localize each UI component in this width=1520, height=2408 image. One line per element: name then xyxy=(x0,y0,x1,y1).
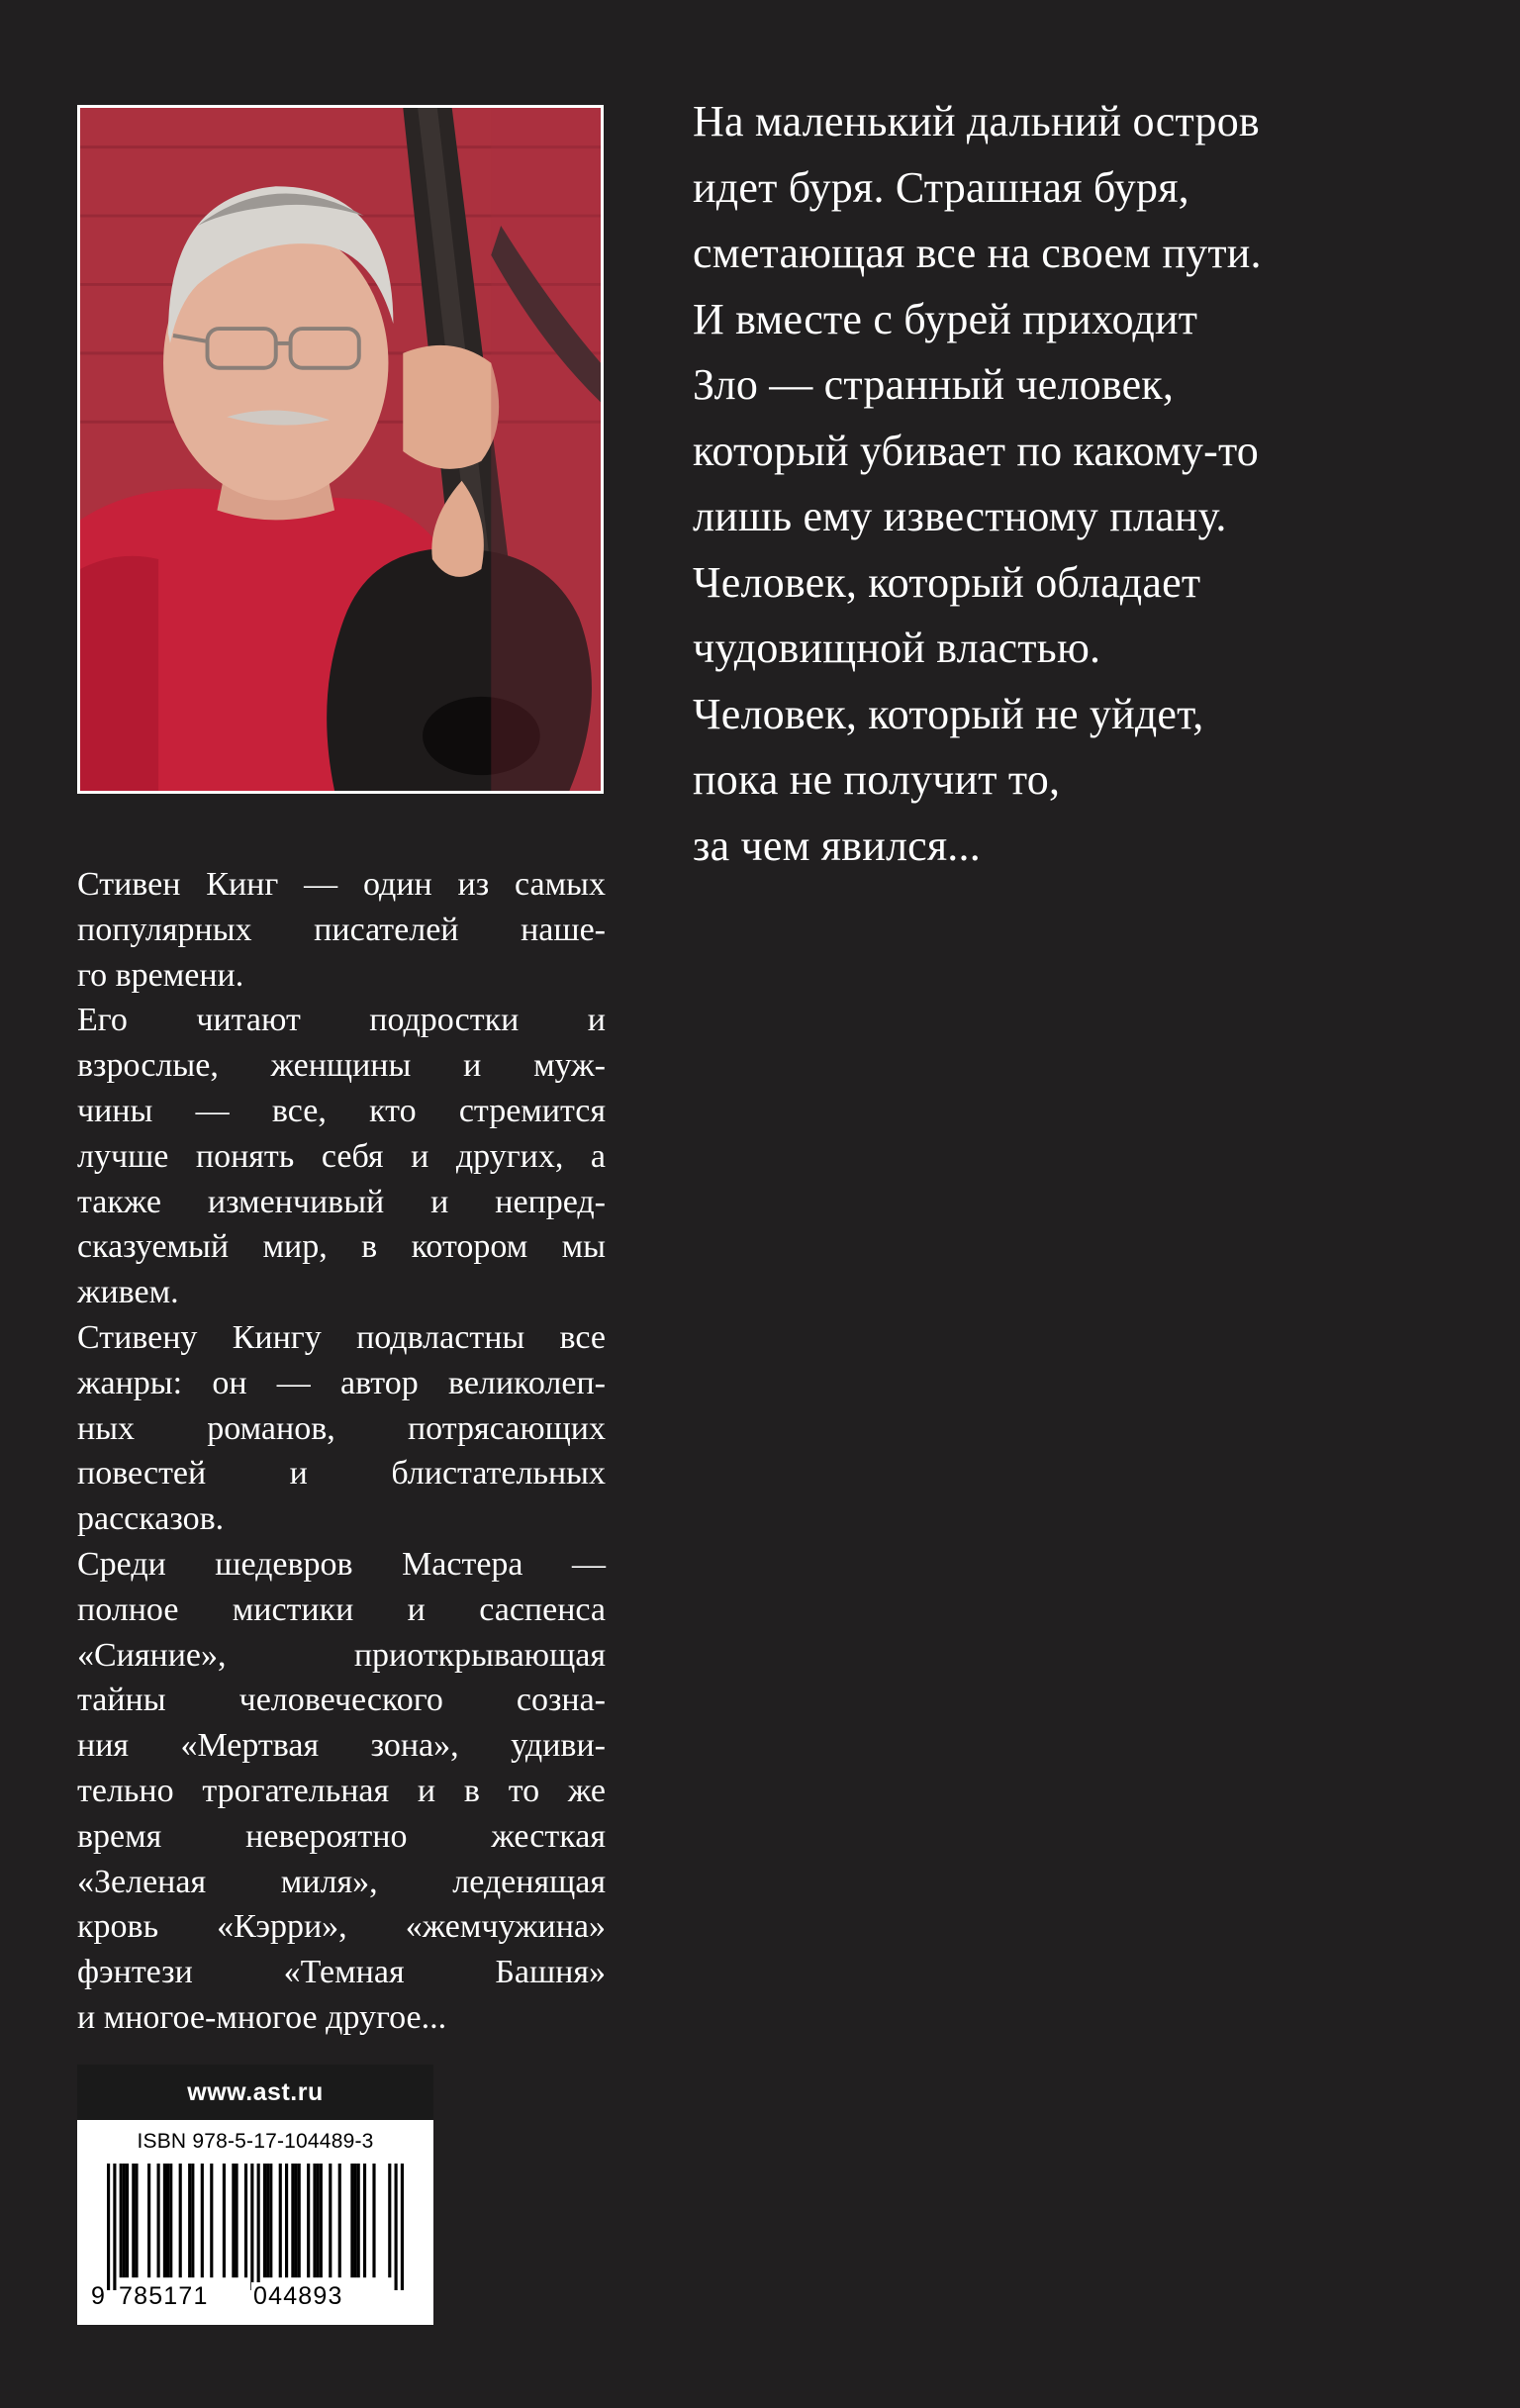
barcode-bar xyxy=(298,2164,301,2277)
website-url: www.ast.ru xyxy=(77,2065,433,2120)
author-photo xyxy=(77,105,604,794)
bio-line: ных романов, потрясающих xyxy=(77,1409,606,1447)
author-photo-image xyxy=(80,108,601,791)
bio-line: жанры: он — автор великолеп- xyxy=(77,1364,606,1401)
bio-line: сказуемый мир, в котором мы xyxy=(77,1228,606,1266)
ean-group-1: 785171 xyxy=(119,2282,209,2310)
bio-line: «Зеленая миля», леденящая xyxy=(77,1863,606,1900)
barcode-bar xyxy=(266,2164,269,2277)
barcode-bar xyxy=(263,2164,266,2277)
bio-line: полное мистики и саспенса xyxy=(77,1590,606,1628)
bio-line: популярных писателей наше- xyxy=(77,911,606,948)
bio-line: чины — все, кто стремится xyxy=(77,1092,606,1129)
blurb-line: И вместе с бурей приходит xyxy=(693,294,1198,343)
bio-line: ния «Мертвая зона», удиви- xyxy=(77,1727,606,1765)
blurb-line: Человек, который обладает xyxy=(693,557,1201,607)
barcode-bar xyxy=(135,2164,138,2277)
barcode-bar xyxy=(235,2164,238,2277)
barcode-bar xyxy=(123,2164,126,2277)
barcode-bar xyxy=(163,2164,166,2277)
blurb-line: Человек, который не уйдет, xyxy=(693,689,1204,738)
barcode-bar xyxy=(388,2164,391,2277)
barcode-icon xyxy=(107,2164,404,2290)
blurb-text xyxy=(693,89,1445,879)
barcode-bar xyxy=(232,2164,235,2277)
bio-line: Среди шедевров Мастера — xyxy=(77,1545,606,1583)
barcode-bar xyxy=(279,2164,282,2277)
bio-line: также изменчивый и непред- xyxy=(77,1183,606,1220)
barcode-bar xyxy=(107,2164,110,2290)
blurb-line: за чем явился... xyxy=(693,820,981,870)
barcode-bar xyxy=(338,2164,341,2277)
barcode-bar xyxy=(132,2164,135,2277)
barcode-bar xyxy=(313,2164,316,2277)
barcode-bars xyxy=(107,2164,404,2290)
barcode-bar xyxy=(307,2164,310,2277)
barcode-bar xyxy=(285,2164,288,2277)
bio-line: повестей и блистательных xyxy=(77,1455,606,1493)
barcode-bar xyxy=(120,2164,123,2277)
barcode-bar xyxy=(147,2164,150,2277)
barcode-block xyxy=(77,2120,433,2325)
barcode-bar xyxy=(329,2164,332,2277)
bio-line: и многое-многое другое... xyxy=(77,1998,447,2036)
barcode-bar xyxy=(188,2164,191,2277)
barcode-bar xyxy=(350,2164,353,2277)
barcode-bar xyxy=(353,2164,356,2277)
barcode-bar xyxy=(363,2164,366,2277)
barcode-bar xyxy=(294,2164,297,2277)
blurb-line: сметающая все на своем пути. xyxy=(693,229,1262,277)
bio-line: фэнтези «Темная Башня» xyxy=(77,1954,606,1991)
barcode-bar xyxy=(320,2164,323,2277)
isbn-label: ISBN 978-5-17-104489-3 xyxy=(137,2130,374,2153)
ean-lead-digit: 9 xyxy=(91,2282,107,2310)
blurb-line: На маленький дальний остров xyxy=(693,97,1260,145)
ean-group-2: 044893 xyxy=(253,2282,343,2310)
barcode-bar xyxy=(223,2164,226,2277)
barcode-bar xyxy=(395,2164,398,2290)
barcode-bar xyxy=(291,2164,294,2277)
barcode-bar xyxy=(372,2164,375,2277)
barcode-bar xyxy=(357,2164,360,2277)
bio-line: живем. xyxy=(77,1274,179,1311)
bio-line: Стивен Кинг — один из самых xyxy=(77,866,606,903)
barcode-bar xyxy=(257,2164,260,2290)
blurb-line: чудовищной властью. xyxy=(693,624,1101,672)
bio-line: время невероятно жесткая xyxy=(77,1817,606,1855)
bio-line: взрослые, женщины и муж- xyxy=(77,1047,606,1085)
barcode-bar xyxy=(269,2164,272,2277)
barcode-bar xyxy=(113,2164,116,2290)
barcode-bar xyxy=(157,2164,160,2277)
barcode-bar xyxy=(169,2164,172,2277)
blurb-line: пока не получит то, xyxy=(693,755,1061,804)
bio-line: тельно трогательная и в то же xyxy=(77,1772,606,1809)
barcode-bar xyxy=(210,2164,213,2277)
bio-line: «Сияние», приоткрывающая xyxy=(77,1636,606,1674)
bio-line: рассказов. xyxy=(77,1500,225,1538)
bio-line: Его читают подростки и xyxy=(77,1002,606,1039)
blurb-line: Зло — странный человек, xyxy=(693,360,1175,409)
blurb-line: лишь ему известному плану. xyxy=(693,492,1227,540)
barcode-bar xyxy=(401,2164,404,2290)
bio-line: го времени. xyxy=(77,956,244,994)
bio-line: кровь «Кэрри», «жемчужина» xyxy=(77,1908,606,1946)
bio-line: лучше понять себя и других, а xyxy=(77,1137,606,1175)
barcode-bar xyxy=(166,2164,169,2277)
barcode-bar xyxy=(179,2164,182,2277)
barcode-bar xyxy=(317,2164,320,2277)
barcode-bar xyxy=(201,2164,204,2277)
barcode-bar xyxy=(126,2164,129,2277)
blurb-line: идет буря. Страшная буря, xyxy=(693,162,1189,212)
barcode-bar xyxy=(250,2164,253,2290)
barcode-bar xyxy=(244,2164,247,2277)
bio-line: тайны человеческого созна- xyxy=(77,1682,606,1719)
blurb-line: который убивает по какому-то xyxy=(693,426,1259,475)
bio-line: Стивену Кингу подвластны все xyxy=(77,1318,606,1356)
barcode-bar xyxy=(191,2164,194,2277)
author-bio xyxy=(77,862,606,2041)
